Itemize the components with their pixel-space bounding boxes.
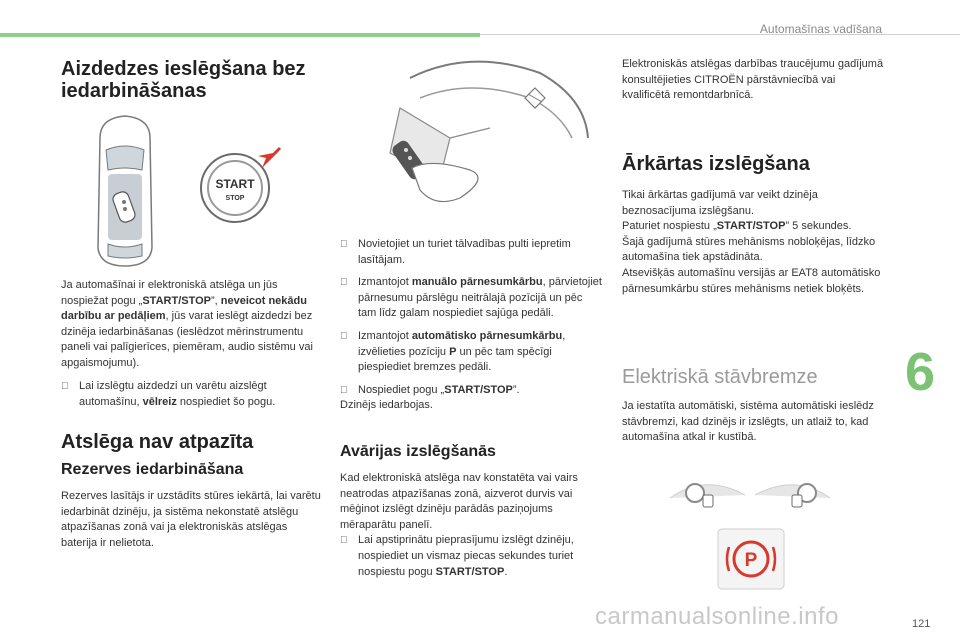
steering-wheel-icon (410, 62, 588, 138)
parking-brake-illustration (665, 473, 835, 593)
bullet-confirm-stop: Lai apstiprinātu pieprasījumu izslēgt dzinēju, nospiediet un vismaz piecas sekundes turiet nospiestu pogu START/STOP. (340, 533, 602, 580)
para-ignition: Ja automašīnai ir elektroniskā atslēga un jūs nospiežat pogu „START/STOP”, neveicot nekādu darbību ar pedāļiem, jūs varat ieslēgt aizdedzi bez dzinēja iedarbināšanas (ieslēdzot mērinstrumentu paneli vai palīgierīces, piemēram, audio sistēmu vai apgaismojumu). (61, 279, 313, 369)
heading-ignition: Aizdedzes ieslēgšana bez iedarbināšanas (61, 58, 306, 102)
heading-electric-parking-brake: Elektriskā stāvbremze (622, 366, 818, 388)
bullet-marker-icon (340, 383, 352, 399)
bullet-press-start: Nospiediet pogu „START/STOP”. (340, 383, 602, 399)
parking-brake-warning-icon (718, 529, 784, 589)
para-dealer-note: Elektroniskās atslēgas darbības traucējumu gadījumā konsultējieties CITROËN pārstāvniecībā vai kvalificētā remontdarbnīcā. (622, 58, 884, 102)
bullet-marker-icon (340, 275, 352, 322)
chapter-title: Automašīnas vadīšana (759, 22, 882, 36)
car-top-view-icon (98, 116, 152, 266)
bullet-switch-off: Lai izslēgtu aizdedzi un varētu aizslēgt automašīnu, vēlreiz nospiediet šo pogu. (61, 379, 323, 410)
para-emergency-stop: Kad elektroniskā atslēga nav konstatēta vai vairs neatrodas atpazīšanas zonā, aizverot durvis vai mēģinot izslēgt dzinēju parādās paziņojums mēraparātu panelī. (340, 472, 578, 531)
bullet-marker-icon (340, 533, 352, 580)
steering-wheel-dashboard-icon (670, 484, 830, 502)
bullet-marker-icon (61, 379, 73, 410)
keyless-car-illustration (80, 108, 320, 268)
heading-key-not-recognised: Atslēga nav atpazīta (61, 431, 254, 453)
subheading-emergency-stop: Avārijas izslēgšanās (340, 443, 496, 460)
bullet-marker-icon (340, 237, 352, 268)
start-label: START (215, 177, 255, 191)
para-backup-start: Rezerves lasītājs ir uzstādīts stūres iekārtā, lai varētu iedarbināt dzinēju, ja sistēma nekonstatē atslēgu atpazīšanas zonā vai ja elektroniskās atslēgas baterija ir nelietota. (61, 490, 321, 549)
para-parking-brake: Ja iestatīta automātiski, sistēma automātiski ieslēdz stāvbremzi, kad dzinējs ir izslēgts, un atlaiž to, kad automašīna atkal ir kustībā. (622, 400, 874, 444)
col2-text-block (340, 237, 602, 414)
col2-emergency-block (340, 471, 602, 580)
heading-emergency-shutdown: Ārkārtas izslēgšana (622, 153, 810, 175)
page-number: 121 (912, 618, 931, 630)
bullet-hold-remote: Novietojiet un turiet tālvadības pulti iepretim lasītājam. (340, 237, 602, 268)
foot-on-pedal-icon (703, 495, 802, 507)
col3-emergency-block: Tikai ārkārtas gadījumā var veikt dzinēja beznosacījuma izslēgšanu. Paturiet nospiestu „START/STOP” 5 sekundes. Šajā gadījumā stūres mehānisms nobloķējas, līdzko automašīna tiek apstādināta. Atsevišķās automašīnu versijās ar EAT8 automātisko pārnesumkārbu stūres mehānisms netiek bloķēts. (622, 189, 881, 295)
start-stop-button-icon (201, 154, 269, 222)
chapter-tab-number: 6 (905, 342, 936, 402)
bullet-manual-gearbox: Izmantojot manuālo pārnesumkārbu, pārvietojiet pārnesumu pārslēgu neitrālajā pozīcijā un pēc tam līdz galam nospiediet sajūga pedāli. (340, 275, 602, 322)
chapter-color-bar (0, 33, 480, 37)
bullet-marker-icon (340, 329, 352, 376)
parking-p-letter: P (744, 550, 758, 571)
engine-starts-line: Dzinējs iedarbojas. (340, 399, 433, 412)
header-rule (480, 34, 960, 35)
steering-column-reader-illustration (340, 58, 590, 218)
subheading-backup-start: Rezerves iedarbināšana (61, 461, 244, 478)
bullet-automatic-gearbox: Izmantojot automātisko pārnesumkārbu, izvēlieties pozīciju P un pēc tam spēcīgi piespiediet bremzes pedāli. (340, 329, 602, 376)
watermark: carmanualsonline.info (595, 603, 839, 630)
stop-label: STOP (225, 195, 245, 202)
